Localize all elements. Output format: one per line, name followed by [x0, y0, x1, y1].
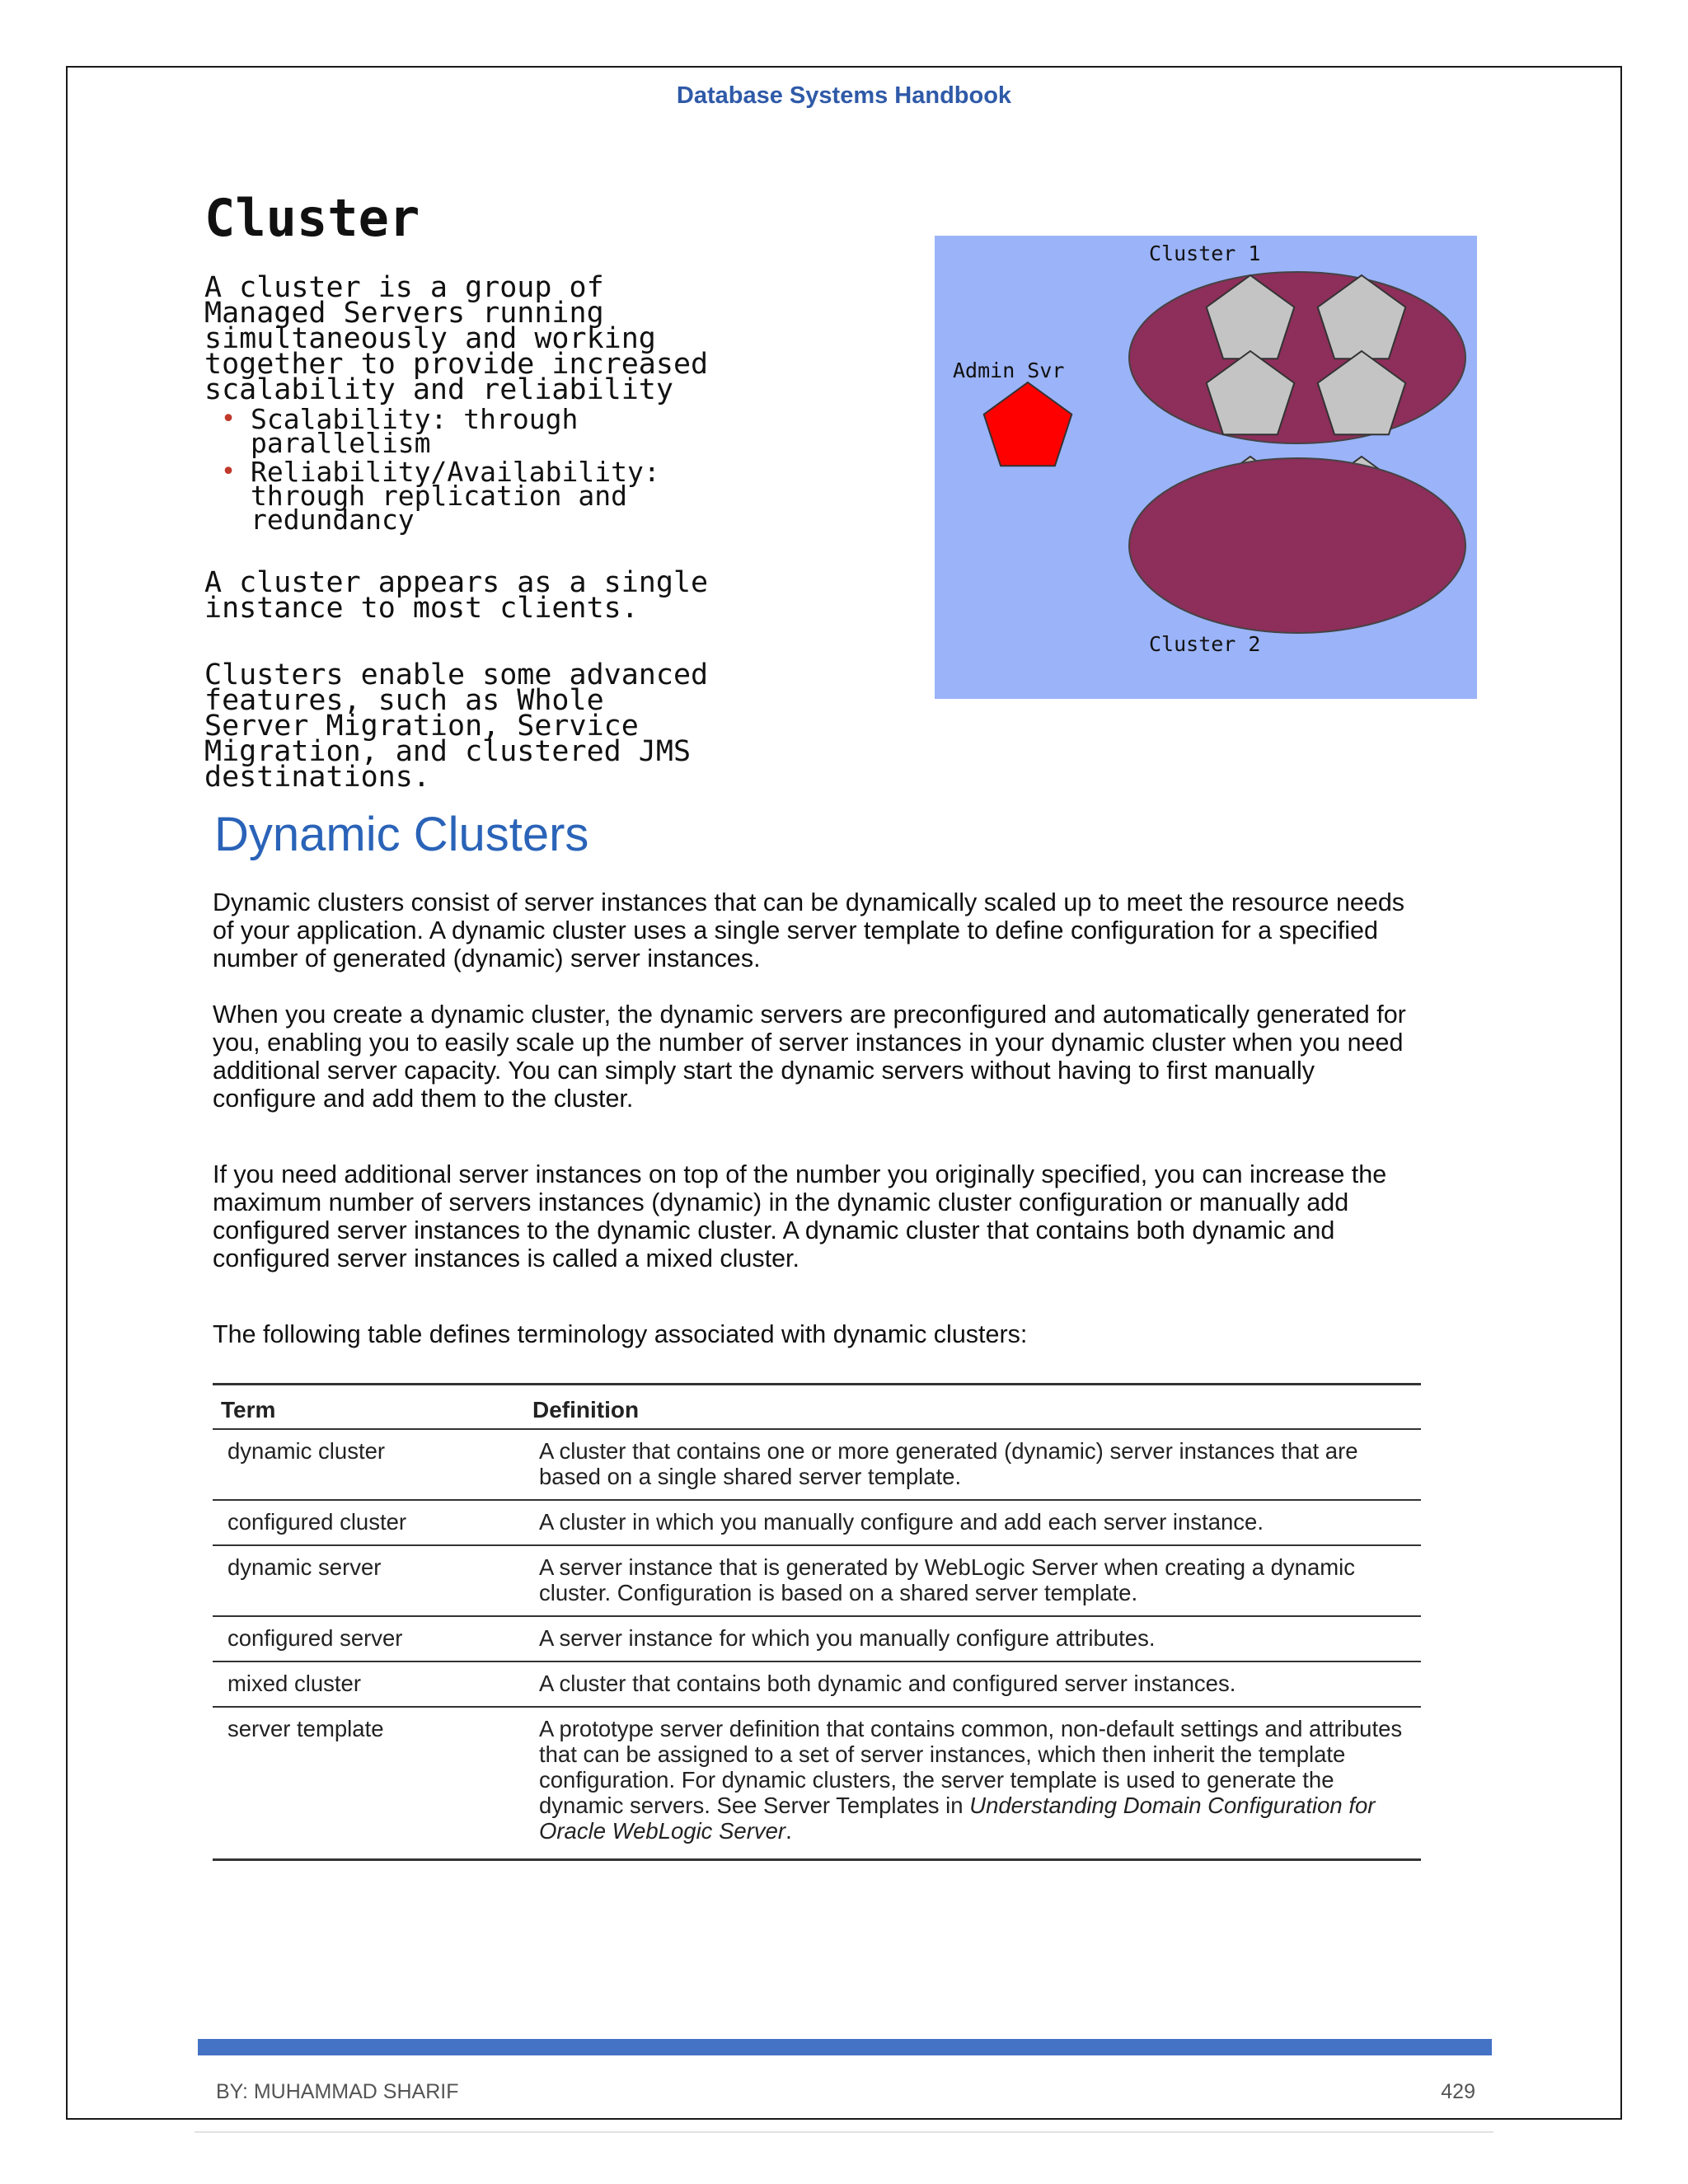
admin-server-label: Admin Svr — [953, 359, 1065, 382]
column-header-term: Term — [213, 1385, 523, 1430]
table-row — [213, 1616, 1421, 1661]
cluster-diagram — [935, 236, 1477, 699]
table-row — [213, 1429, 1421, 1500]
definition-cell: A cluster in which you manually configure and add each server instance. — [523, 1500, 1421, 1545]
bullet-text: Reliability/Availability: through replication and redundancy — [251, 456, 660, 536]
definition-text: A prototype server definition that contains common, non-default settings and attributes that can be assigned to a set of server instances, which then inherit the template configuration. For dynamic clusters, the server template is used to generate the dynamic servers. See Server Templates in — [539, 1716, 1403, 1818]
term-cell: configured server — [213, 1616, 523, 1661]
cluster2-label: Cluster 2 — [1149, 632, 1261, 656]
footer-author: BY: MUHAMMAD SHARIF — [216, 2080, 459, 2103]
bullet-dot: • — [221, 457, 237, 486]
term-cell: dynamic server — [213, 1545, 523, 1616]
table-row — [213, 1500, 1421, 1545]
cluster1-label: Cluster 1 — [1149, 241, 1261, 265]
definition-end: . — [785, 1818, 792, 1844]
definition-cell: A server instance for which you manually configure attributes. — [523, 1616, 1421, 1661]
paragraph-1: Dynamic clusters consist of server instances that can be dynamically scaled up to meet the resource needs of your application. A dynamic cluster uses a single server template to define configuration for a specified number of generated (dynamic) server instances. — [213, 888, 1405, 972]
table-header-row — [213, 1385, 1421, 1430]
paragraph-3: If you need additional server instances on top of the number you originally specified, you can increase the maximum number of servers instances (dynamic) in the dynamic cluster configuration or manually add configured server instances to the dynamic cluster. A dynamic cluster that contains both dynamic and configured server instances is called a mixed cluster. — [213, 1160, 1387, 1272]
definition-cell: A cluster that contains one or more generated (dynamic) server instances that are based on a single shared server template. — [523, 1429, 1421, 1500]
cluster1-ellipse — [1129, 272, 1465, 443]
footer-bar — [198, 2039, 1492, 2055]
paragraph-2: When you create a dynamic cluster, the dynamic servers are preconfigured and automatically generated for you, enabling you to easily scale up the number of server instances in your dynamic cluster when you need additional server capacity. You can simply start the dynamic servers without having to first manually configure and add them to the cluster. — [213, 1001, 1406, 1113]
cluster-title: Cluster — [204, 188, 420, 248]
advanced-features-paragraph: Clusters enable some advanced features, such as Whole Server Migration, Service Migration, and clustered JMS destinations. — [204, 658, 709, 794]
single-instance-paragraph: A cluster appears as a single instance to most clients. — [204, 566, 709, 625]
cluster2-ellipse — [1129, 458, 1465, 633]
bullet-text: Scalability: through parallelism — [251, 403, 579, 459]
definition-cell: A cluster that contains both dynamic and configured server instances. — [523, 1661, 1421, 1707]
definition-cell — [523, 1707, 1421, 1860]
term-cell: dynamic cluster — [213, 1429, 523, 1500]
term-cell: mixed cluster — [213, 1661, 523, 1707]
term-cell: configured cluster — [213, 1500, 523, 1545]
table-row — [213, 1707, 1421, 1860]
terminology-table — [213, 1383, 1421, 1861]
definition-italic-title: Understanding Domain Configuration for Oracle WebLogic Server — [539, 1793, 1376, 1844]
definition-cell: A server instance that is generated by WebLogic Server when creating a dynamic cluster. Configuration is based on a shared server template. — [523, 1545, 1421, 1616]
section-heading: Dynamic Clusters — [214, 808, 589, 861]
bullet-dot: • — [221, 405, 237, 434]
table-row — [213, 1661, 1421, 1707]
cluster-intro: A cluster is a group of Managed Servers running simultaneously and working together to provide increased scalability and reliability — [204, 271, 709, 406]
running-header: Database Systems Handbook — [676, 82, 1012, 109]
term-cell: server template — [227, 1716, 384, 1741]
list-item — [216, 456, 826, 536]
page-number: 429 — [1441, 2080, 1475, 2103]
cluster-bullet-list — [216, 403, 826, 537]
paragraph-4: The following table defines terminology associated with dynamic clusters: — [213, 1320, 1028, 1348]
list-item — [216, 403, 826, 459]
table-row — [213, 1545, 1421, 1616]
column-header-definition: Definition — [523, 1385, 1421, 1430]
footer-rule — [195, 2131, 1493, 2133]
